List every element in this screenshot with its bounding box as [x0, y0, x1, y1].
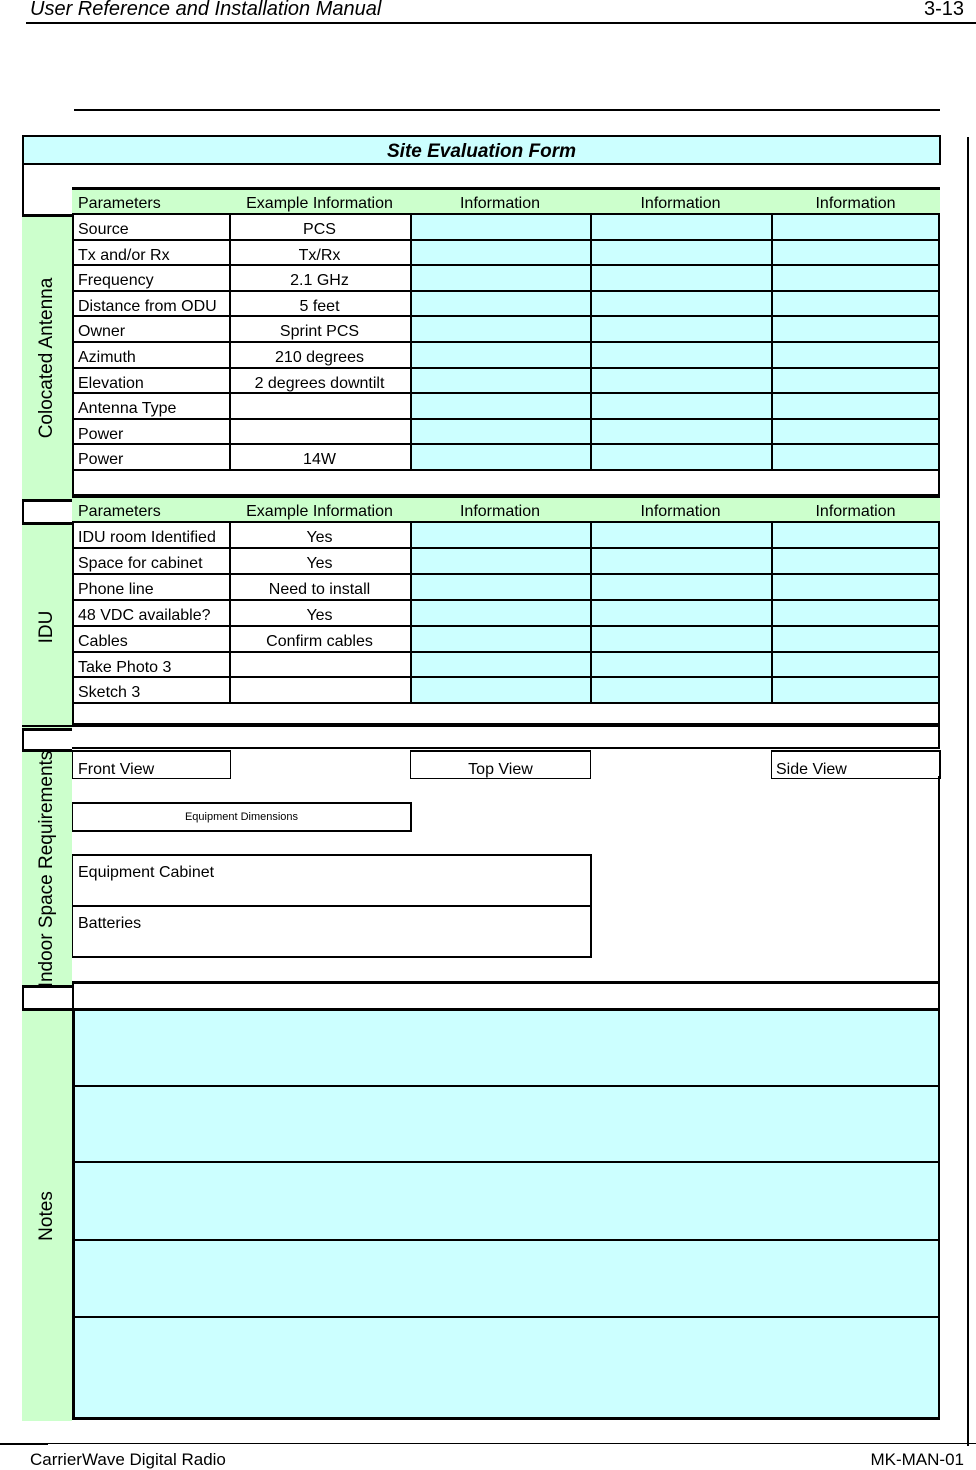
idu-info-cell[interactable] — [590, 677, 771, 703]
column-header: Information — [640, 503, 721, 520]
colocated-param: Azimuth — [78, 349, 136, 366]
idu-info-cell[interactable] — [590, 626, 771, 652]
indoor-space-side-label — [22, 749, 72, 988]
idu-info-cell[interactable] — [410, 652, 590, 678]
footer-doc-id: MK-MAN-01 — [870, 1450, 964, 1469]
divider — [938, 982, 940, 1010]
idu-info-cell[interactable] — [771, 652, 940, 678]
grid-line — [72, 522, 74, 725]
divider — [72, 982, 74, 1010]
colocated-param: Elevation — [78, 374, 144, 392]
colocated-example: 210 degrees — [275, 349, 364, 366]
colocated-info-cell[interactable] — [590, 419, 771, 445]
grid-line — [72, 341, 940, 343]
idu-info-cell[interactable] — [410, 522, 590, 548]
idu-header-row — [72, 495, 940, 522]
notes-line — [74, 1316, 938, 1318]
idu-info-cell[interactable] — [410, 600, 590, 626]
idu-side-label — [22, 522, 72, 731]
colocated-info-cell[interactable] — [771, 444, 940, 470]
colocated-info-cell[interactable] — [590, 214, 771, 240]
grid-line — [72, 264, 940, 266]
grid-line — [72, 213, 940, 215]
column-header: Example Information — [246, 195, 393, 212]
colocated-info-cell[interactable] — [590, 342, 771, 368]
grid-line — [72, 392, 940, 394]
idu-info-cell[interactable] — [771, 677, 940, 703]
indoor-space-label: Indoor Space Requirements — [36, 750, 57, 987]
colocated-info-cell[interactable] — [590, 291, 771, 317]
colocated-info-cell[interactable] — [410, 291, 590, 317]
grid-line — [938, 214, 940, 496]
equipment-dimensions-box — [72, 802, 412, 832]
footer-rule — [0, 1443, 976, 1444]
column-header: Example Information — [246, 503, 393, 520]
colocated-example: Tx/Rx — [298, 246, 341, 264]
idu-info-cell[interactable] — [590, 574, 771, 600]
colocated-info-cell[interactable] — [590, 265, 771, 291]
idu-param: Phone line — [78, 580, 154, 598]
colocated-info-cell[interactable] — [771, 291, 940, 317]
colocated-info-cell[interactable] — [771, 368, 940, 394]
column-header: Parameters — [78, 195, 161, 212]
grid-line — [410, 522, 412, 703]
colocated-example: Sprint PCS — [279, 323, 360, 341]
colocated-info-cell[interactable] — [771, 214, 940, 240]
batteries-box — [72, 905, 592, 958]
idu-param: IDU room Identified — [78, 529, 216, 546]
grid-line — [72, 521, 940, 523]
colocated-info-cell[interactable] — [410, 342, 590, 368]
idu-info-cell[interactable] — [590, 652, 771, 678]
column-header: Information — [459, 195, 541, 212]
idu-example: Yes — [306, 529, 333, 546]
colocated-info-cell[interactable] — [771, 342, 940, 368]
colocated-side-label — [22, 214, 72, 502]
equipment-cabinet-box — [72, 854, 592, 907]
colocated-param: Antenna Type — [78, 400, 177, 418]
grid-line — [72, 367, 940, 369]
colocated-label: Colocated Antenna — [36, 277, 57, 439]
header-title: User Reference and Installation Manual — [30, 0, 382, 20]
grid-line — [72, 214, 74, 496]
colocated-param: Power — [78, 425, 124, 443]
divider — [938, 776, 940, 983]
column-header: Information — [815, 503, 896, 520]
form-title: Site Evaluation Form — [22, 135, 941, 165]
grid-line — [72, 702, 940, 704]
grid-line — [771, 522, 773, 703]
idu-info-cell[interactable] — [410, 677, 590, 703]
side-view-box — [771, 750, 941, 779]
colocated-info-cell[interactable] — [771, 419, 940, 445]
grid-line — [72, 469, 940, 471]
idu-example: Need to install — [268, 580, 371, 598]
equipment-cabinet-label: Equipment Cabinet — [78, 864, 215, 881]
grid-line — [72, 676, 940, 678]
idu-param: Sketch 3 — [78, 684, 141, 702]
idu-info-cell[interactable] — [590, 548, 771, 574]
notes-label: Notes — [36, 1191, 57, 1241]
grid-line — [229, 214, 231, 470]
front-view-label: Front View — [78, 761, 155, 778]
colocated-info-cell[interactable] — [410, 444, 590, 470]
idu-example: Yes — [306, 554, 333, 572]
grid-line — [590, 522, 592, 703]
colocated-info-cell[interactable] — [410, 240, 590, 266]
colocated-param: Distance from ODU — [78, 297, 217, 315]
colocated-info-cell[interactable] — [590, 316, 771, 342]
colocated-header-row — [72, 187, 940, 214]
idu-param: Cables — [78, 632, 128, 650]
footer-company: CarrierWave Digital Radio — [30, 1450, 226, 1469]
colocated-param: Source — [78, 221, 129, 238]
idu-param: Space for cabinet — [78, 554, 203, 572]
form-right-border — [967, 137, 969, 1446]
notes-line — [74, 1161, 938, 1163]
grid-line — [72, 315, 940, 317]
idu-info-cell[interactable] — [410, 574, 590, 600]
colocated-info-cell[interactable] — [590, 240, 771, 266]
grid-line — [72, 573, 940, 575]
colocated-param: Frequency — [78, 272, 154, 290]
notes-line — [74, 1085, 938, 1087]
colocated-example: PCS — [303, 221, 336, 238]
grid-line — [72, 443, 940, 445]
colocated-info-cell[interactable] — [590, 444, 771, 470]
equipment-dimensions-label: Equipment Dimensions — [184, 811, 299, 823]
notes-line — [74, 1239, 938, 1241]
grid-line — [229, 522, 231, 703]
idu-param: 48 VDC available? — [78, 606, 211, 624]
grid-line — [72, 547, 940, 549]
colocated-info-cell[interactable] — [410, 419, 590, 445]
idu-info-cell[interactable] — [771, 600, 940, 626]
grid-line — [72, 239, 940, 241]
idu-example: Confirm cables — [266, 632, 373, 650]
divider — [938, 725, 940, 749]
grid-line — [72, 651, 940, 653]
idu-param: Take Photo 3 — [78, 658, 172, 676]
idu-label: IDU — [36, 610, 57, 644]
column-header: Information — [640, 195, 721, 212]
divider — [22, 725, 940, 727]
colocated-example: 14W — [303, 451, 336, 469]
idu-info-cell[interactable] — [410, 548, 590, 574]
colocated-info-cell[interactable] — [771, 240, 940, 266]
idu-info-cell[interactable] — [771, 548, 940, 574]
idu-info-cell[interactable] — [771, 574, 940, 600]
section-rule — [74, 109, 940, 111]
footer-rule-thick — [0, 1443, 48, 1445]
front-view-box — [72, 750, 231, 779]
divider — [72, 747, 940, 749]
grid-line — [590, 214, 592, 470]
grid-line — [771, 214, 773, 470]
grid-line — [72, 418, 940, 420]
side-view-label: Side View — [776, 761, 847, 778]
idu-info-cell[interactable] — [771, 522, 940, 548]
colocated-info-cell[interactable] — [771, 393, 940, 419]
colocated-info-cell[interactable] — [771, 265, 940, 291]
divider — [72, 981, 940, 984]
colocated-info-cell[interactable] — [771, 316, 940, 342]
idu-example: Yes — [306, 606, 333, 624]
notes-area[interactable] — [72, 1008, 940, 1420]
idu-info-cell[interactable] — [590, 600, 771, 626]
column-header: Information — [815, 195, 896, 212]
column-header: Parameters — [78, 503, 161, 520]
idu-info-cell[interactable] — [771, 626, 940, 652]
idu-info-cell[interactable] — [410, 626, 590, 652]
page-number: 3-13 — [923, 0, 964, 20]
grid-line — [72, 290, 940, 292]
colocated-example: 2 degrees downtilt — [254, 374, 385, 392]
colocated-example: 5 feet — [299, 297, 340, 315]
idu-info-cell[interactable] — [590, 522, 771, 548]
top-view-box — [410, 750, 591, 779]
grid-line — [410, 214, 412, 470]
colocated-info-cell[interactable] — [410, 265, 590, 291]
batteries-label: Batteries — [78, 915, 142, 932]
colocated-info-cell[interactable] — [410, 214, 590, 240]
top-view-label: Top View — [468, 761, 533, 778]
grid-line — [72, 625, 940, 627]
header-rule — [26, 22, 976, 24]
notes-side-label — [22, 1008, 72, 1421]
colocated-param: Owner — [78, 323, 126, 341]
colocated-info-cell[interactable] — [590, 393, 771, 419]
grid-line — [938, 522, 940, 725]
colocated-param: Tx and/or Rx — [78, 246, 170, 264]
colocated-info-cell[interactable] — [410, 368, 590, 394]
column-header: Information — [459, 503, 541, 520]
colocated-info-cell[interactable] — [410, 393, 590, 419]
colocated-info-cell[interactable] — [410, 316, 590, 342]
colocated-example: 2.1 GHz — [290, 272, 349, 290]
grid-line — [72, 599, 940, 601]
colocated-info-cell[interactable] — [590, 368, 771, 394]
colocated-param: Power — [78, 451, 124, 469]
